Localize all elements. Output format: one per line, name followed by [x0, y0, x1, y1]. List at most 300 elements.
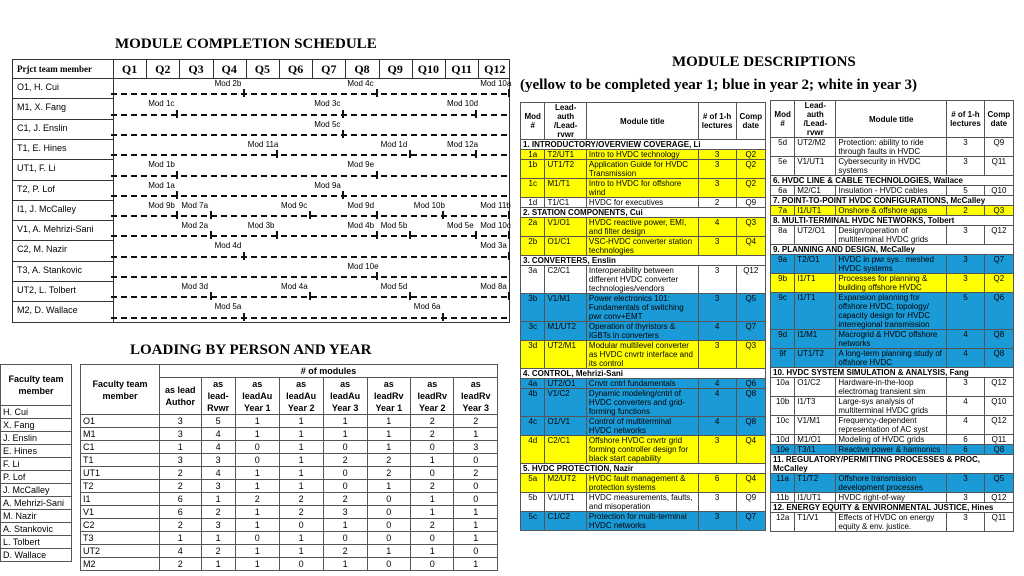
loading-value: 2 — [323, 454, 367, 467]
desc-title: Hardware-in-the-loop electromag transient sim — [836, 378, 947, 397]
desc-section-row — [771, 245, 1014, 255]
desc-row — [771, 493, 1014, 503]
loading-member: T2 — [81, 480, 160, 493]
desc-title: Offshore transmission development processes — [836, 474, 947, 493]
loading-value: 0 — [323, 532, 367, 545]
faculty-row — [1, 536, 72, 549]
desc-mod: 9c — [771, 293, 795, 330]
desc-row — [771, 349, 1014, 368]
desc-lec: 3 — [947, 157, 985, 176]
schedule-dash-line — [111, 134, 507, 136]
desc-mod: 2a — [521, 218, 545, 237]
desc-lec: 3 — [698, 341, 736, 369]
desc-row — [771, 138, 1014, 157]
loading-value: 2 — [411, 428, 454, 441]
desc-row — [771, 157, 1014, 176]
schedule-module: Mod 6a — [413, 302, 441, 312]
desc-section-row — [521, 256, 766, 266]
schedule-module: Mod 9e — [347, 160, 375, 170]
desc-lead: UT2/M1 — [545, 341, 586, 369]
desc-comp: Q8 — [736, 389, 765, 417]
desc-title: Reactive power & harmonics — [836, 445, 947, 455]
desc-title: Power electronics 101: Fundamentals of switching pwr conv+EMT — [586, 294, 698, 322]
desc-section-row — [771, 196, 1014, 206]
completion-tick — [210, 292, 212, 300]
loading-value: 2 — [454, 467, 498, 480]
schedule-module: Mod 4b — [347, 221, 375, 231]
quarter-header-q2: Q2 — [155, 62, 171, 76]
desc-row — [771, 274, 1014, 293]
faculty-row — [1, 510, 72, 523]
schedule-module: Mod 1c — [148, 99, 175, 109]
loading-row — [81, 493, 498, 506]
desc-comp: Q4 — [736, 474, 765, 493]
desc-title: HVDC reactive power, EMI, and filter design — [586, 218, 698, 237]
quarter-header-q3: Q3 — [188, 62, 204, 76]
grid-line — [146, 60, 147, 78]
desc-mod: 12a — [771, 513, 795, 532]
loading-value: 1 — [454, 532, 498, 545]
desc-comp: Q9 — [984, 138, 1013, 157]
completion-tick — [409, 231, 411, 239]
desc-section: 10. HVDC SYSTEM SIMULATION & ANALYSIS, Fang — [771, 368, 1014, 378]
loading-value: 0 — [279, 558, 323, 571]
schedule-module: Mod 3b — [247, 221, 275, 231]
schedule-member: I1, J. McCalley — [17, 203, 77, 214]
desc-lead: M2/C1 — [795, 186, 836, 196]
loading-member: UT2 — [81, 545, 160, 558]
schedule-module: Mod 4c — [347, 79, 374, 88]
desc-row — [771, 330, 1014, 349]
desc-header-comp: Comp date — [984, 101, 1013, 138]
desc-title: Dynamic modeling/cntrl of HVDC converters and grid-forming functions — [586, 389, 698, 417]
desc-title: Expansion planning for offshore HVDC, topology/ capacity design for HVDC interregional transmission — [836, 293, 947, 330]
desc-header-lec: # of 1-h lectures — [698, 103, 736, 140]
desc-lead: O1/C1 — [545, 237, 586, 256]
grid-line — [13, 180, 113, 181]
loading-row — [81, 532, 498, 545]
desc-row — [771, 186, 1014, 196]
schedule-member: C1, J. Enslin — [17, 122, 68, 133]
desc-comp: Q10 — [984, 397, 1013, 416]
desc-lead: T2/O1 — [795, 255, 836, 274]
desc-mod: 10c — [771, 416, 795, 435]
loading-value: 2 — [367, 454, 410, 467]
schedule-dash-line — [111, 154, 507, 156]
loading-value: 1 — [235, 428, 279, 441]
loading-value: 1 — [411, 545, 454, 558]
loading-member: M1 — [81, 428, 160, 441]
completion-tick — [442, 313, 444, 321]
desc-lec: 3 — [698, 179, 736, 198]
schedule-module: Mod 10d — [447, 99, 479, 109]
desc-mod: 3d — [521, 341, 545, 369]
schedule-module: Mod 3a — [480, 241, 507, 251]
desc-lead: I1/M1 — [795, 330, 836, 349]
grid-line — [13, 119, 113, 120]
desc-section: 7. POINT-TO-POINT HVDC CONFIGURATIONS, McCalley — [771, 196, 1014, 206]
loading-value: 2 — [411, 519, 454, 532]
desc-title: A long-term planning study of offshore HVDC — [836, 349, 947, 368]
schedule-module: Mod 12a — [447, 139, 479, 149]
loading-member: I1 — [81, 493, 160, 506]
loading-member: T3 — [81, 532, 160, 545]
desc-section: 2. STATION COMPONENTS, Cui — [521, 208, 766, 218]
faculty-name: D. Wallace — [1, 549, 72, 562]
loading-value: 2 — [201, 506, 235, 519]
loading-row — [81, 467, 498, 480]
desc-comp: Q7 — [736, 322, 765, 341]
loading-value: 3 — [160, 454, 202, 467]
loading-value: 1 — [279, 454, 323, 467]
loading-column-header: as leadAu Year 3 — [323, 378, 367, 415]
loading-row — [81, 454, 498, 467]
schedule-member: M1, X. Fang — [17, 102, 67, 113]
quarter-header-q4: Q4 — [221, 62, 237, 76]
loading-value: 0 — [323, 467, 367, 480]
loading-value: 2 — [323, 493, 367, 506]
desc-lead: T2/UT1 — [545, 150, 586, 160]
desc-lec: 3 — [947, 513, 985, 532]
completion-tick — [475, 110, 477, 118]
schedule-module: Mod 2b — [214, 79, 242, 88]
desc-lec: 3 — [947, 474, 985, 493]
loading-value: 0 — [235, 454, 279, 467]
desc-mod: 7a — [771, 206, 795, 216]
desc-comp: Q11 — [984, 513, 1013, 532]
desc-comp: Q11 — [984, 435, 1013, 445]
desc-title: HVDC in pwr sys.: meshed HVDC systems — [836, 255, 947, 274]
grid-line — [13, 98, 113, 99]
schedule-module: Mod 8a — [480, 282, 507, 291]
grid-line — [13, 240, 113, 241]
desc-section-row — [521, 369, 766, 379]
desc-comp: Q10 — [984, 186, 1013, 196]
loading-member: O1 — [81, 415, 160, 428]
grid-line — [113, 60, 114, 322]
loading-header-member: Faculty team member — [81, 365, 160, 415]
desc-lec: 3 — [698, 266, 736, 294]
desc-lec: 3 — [698, 237, 736, 256]
loading-value: 0 — [454, 480, 498, 493]
desc-lec: 4 — [698, 322, 736, 341]
desc-comp: Q2 — [736, 179, 765, 198]
loading-value: 1 — [454, 558, 498, 571]
loading-column-header: as leadRv Year 1 — [367, 378, 410, 415]
desc-mod: 1c — [521, 179, 545, 198]
descriptions-subtitle: (yellow to be completed year 1; blue in year 2; white in year 3) — [520, 77, 918, 93]
faculty-row — [1, 523, 72, 536]
desc-header-row — [771, 101, 1014, 138]
loading-value: 1 — [235, 558, 279, 571]
loading-value: 0 — [367, 493, 410, 506]
loading-value: 3 — [160, 428, 202, 441]
desc-mod: 10a — [771, 378, 795, 397]
desc-row — [521, 389, 766, 417]
desc-title: Onshore & offshore apps — [836, 206, 947, 216]
desc-title: Protection: ability to ride through faults in HVDC — [836, 138, 947, 157]
desc-lec: 5 — [947, 293, 985, 330]
desc-row — [771, 474, 1014, 493]
desc-title: Cnvtr cntrl fundamentals — [586, 379, 698, 389]
desc-lead: T1/C1 — [545, 198, 586, 208]
desc-lead: M1/O1 — [795, 435, 836, 445]
completion-tick — [309, 211, 311, 219]
grid-line — [13, 261, 113, 262]
loading-value: 2 — [279, 506, 323, 519]
grid-line — [13, 78, 509, 79]
schedule-module: Mod 11b — [480, 200, 511, 210]
loading-value: 3 — [160, 415, 202, 428]
schedule-module: Mod 7a — [181, 200, 209, 210]
completion-tick — [210, 211, 212, 219]
desc-section-row — [771, 503, 1014, 513]
schedule-module: Mod 5d — [380, 282, 408, 291]
loading-value: 1 — [235, 480, 279, 493]
schedule-module: Mod 9b — [148, 200, 175, 210]
schedule-dash-line — [111, 235, 507, 237]
faculty-name: A. Mehrizi-Sani — [1, 497, 72, 510]
schedule-module: Mod 10b — [413, 200, 445, 210]
desc-section: 11. REGULATORY/PERMITTING PROCESSES & PROC, McCalley — [771, 455, 1014, 474]
desc-row — [771, 397, 1014, 416]
desc-comp: Q3 — [736, 218, 765, 237]
loading-value: 1 — [367, 480, 410, 493]
desc-title: HVDC fault management & protection systems — [586, 474, 698, 493]
loading-value: 1 — [160, 532, 202, 545]
loading-value: 2 — [454, 415, 498, 428]
desc-row — [521, 294, 766, 322]
desc-comp: Q6 — [736, 379, 765, 389]
faculty-name: X. Fang — [1, 419, 72, 432]
faculty-name: M. Nazir — [1, 510, 72, 523]
loading-value: 4 — [201, 467, 235, 480]
desc-title: Offshore HVDC cnvrtr grid forming controller design for black start capability — [586, 436, 698, 464]
schedule-member: O1, H. Cui — [17, 82, 60, 92]
desc-lec: 4 — [698, 417, 736, 436]
loading-value: 4 — [201, 428, 235, 441]
loading-header-row — [81, 365, 498, 378]
desc-title: Macrogrid & HVDC offshore networks — [836, 330, 947, 349]
desc-row — [771, 445, 1014, 455]
completion-tick — [243, 313, 245, 321]
descriptions-right — [770, 100, 1014, 532]
desc-section: 8. MULTI-TERMINAL HVDC NETWORKS, Tolbert — [771, 216, 1014, 226]
desc-title: Control of multiterminal HVDC networks — [586, 417, 698, 436]
desc-lec: 4 — [947, 416, 985, 435]
desc-lead: M2/UT2 — [545, 474, 586, 493]
completion-tick — [508, 231, 510, 239]
quarter-header-q6: Q6 — [287, 62, 304, 76]
desc-mod: 5d — [771, 138, 795, 157]
desc-mod: 4a — [521, 379, 545, 389]
schedule-module: Mod 5a — [214, 302, 242, 312]
loading-value: 4 — [201, 441, 235, 454]
desc-mod: 4c — [521, 417, 545, 436]
desc-title: Modular multilevel converter as HVDC cnvrtr interface and its control — [586, 341, 698, 369]
loading-value: 1 — [279, 480, 323, 493]
desc-comp: Q8 — [984, 445, 1013, 455]
loading-value: 1 — [367, 415, 410, 428]
loading-column-header: as leadRv Year 3 — [454, 378, 498, 415]
desc-lec: 3 — [947, 138, 985, 157]
faculty-header-row — [1, 365, 72, 406]
faculty-name: H. Cui — [1, 406, 72, 419]
completion-tick — [475, 231, 477, 239]
schedule-title: MODULE COMPLETION SCHEDULE — [115, 36, 377, 52]
schedule-module: Mod 1d — [380, 139, 408, 149]
desc-comp: Q5 — [736, 294, 765, 322]
desc-section: 9. PLANNING AND DESIGN, McCalley — [771, 245, 1014, 255]
loading-value: 3 — [201, 480, 235, 493]
desc-title: Operation of thyristors & IGBTs in converters — [586, 322, 698, 341]
loading-value: 2 — [160, 519, 202, 532]
desc-row — [521, 512, 766, 531]
desc-row — [771, 226, 1014, 245]
loading-value: 2 — [160, 467, 202, 480]
loading-row — [81, 506, 498, 519]
desc-lead: V1/C2 — [545, 389, 586, 417]
desc-mod: 5c — [521, 512, 545, 531]
schedule-dash-line — [111, 195, 507, 197]
desc-section: 6. HVDC LINE & CABLE TECHNOLOGIES, Wallace — [771, 176, 1014, 186]
grid-line — [412, 60, 413, 78]
desc-lec: 3 — [698, 512, 736, 531]
loading-value: 1 — [454, 506, 498, 519]
schedule-module: Mod 5e — [447, 221, 474, 231]
schedule-module: Mod 4a — [281, 282, 308, 291]
loading-value: 6 — [160, 493, 202, 506]
faculty-name: L. Tolbert — [1, 536, 72, 549]
loading-value: 4 — [160, 545, 202, 558]
desc-mod: 9b — [771, 274, 795, 293]
desc-lead: O1/C2 — [795, 378, 836, 397]
desc-mod: 10d — [771, 435, 795, 445]
loading-column-header: as leadRv Year 2 — [411, 378, 454, 415]
loading-value: 0 — [411, 467, 454, 480]
faculty-row — [1, 432, 72, 445]
desc-comp: Q3 — [984, 206, 1013, 216]
desc-section: 5. HVDC PROTECTION, Nazir — [521, 464, 766, 474]
grid-line — [179, 60, 180, 78]
desc-row — [521, 179, 766, 198]
loading-value: 0 — [323, 480, 367, 493]
desc-title: Design/operation of multiterminal HVDC grids — [836, 226, 947, 245]
loading-value: 2 — [323, 545, 367, 558]
desc-mod: 9f — [771, 349, 795, 368]
completion-tick — [210, 231, 212, 239]
desc-mod: 6a — [771, 186, 795, 196]
loading-row — [81, 545, 498, 558]
loading-group-header: # of modules — [160, 365, 498, 378]
loading-row — [81, 480, 498, 493]
desc-lec: 6 — [698, 474, 736, 493]
desc-comp: Q9 — [736, 198, 765, 208]
completion-tick — [342, 191, 344, 199]
desc-section-row — [521, 464, 766, 474]
loading-value: 3 — [454, 441, 498, 454]
loading-value: 1 — [279, 467, 323, 480]
desc-lead: O1/V1 — [545, 417, 586, 436]
desc-lec: 3 — [947, 255, 985, 274]
desc-section-row — [771, 216, 1014, 226]
schedule-dash-line — [111, 256, 507, 258]
loading-value: 1 — [201, 558, 235, 571]
loading-value: 0 — [367, 506, 410, 519]
desc-header-lec: # of 1-h lectures — [947, 101, 985, 138]
quarter-header-q11: Q11 — [451, 62, 472, 76]
loading-value: 3 — [323, 506, 367, 519]
desc-row — [521, 379, 766, 389]
schedule-module: Mod 11a — [247, 139, 279, 149]
loading-value: 1 — [160, 441, 202, 454]
desc-title: Large-sys analysis of multiterminal HVDC grids — [836, 397, 947, 416]
desc-lead: T1/T2 — [795, 474, 836, 493]
completion-tick — [409, 150, 411, 158]
loading-value: 1 — [235, 545, 279, 558]
loading-value: 2 — [160, 480, 202, 493]
desc-lec: 4 — [698, 218, 736, 237]
quarter-header-q7: Q7 — [321, 62, 337, 76]
schedule-member: M2, D. Wallace — [17, 305, 78, 316]
grid-line — [246, 60, 247, 78]
desc-lead: T3/I1 — [795, 445, 836, 455]
desc-row — [521, 218, 766, 237]
desc-mod: 2b — [521, 237, 545, 256]
desc-lead: C2/C1 — [545, 436, 586, 464]
desc-mod: 1a — [521, 150, 545, 160]
loading-value: 0 — [367, 519, 410, 532]
loading-member: UT1 — [81, 467, 160, 480]
desc-row — [521, 160, 766, 179]
loading-value: 0 — [454, 545, 498, 558]
desc-header-title: Module title — [836, 101, 947, 138]
desc-header-mod: Mod # — [521, 103, 545, 140]
schedule-dash-line — [111, 93, 507, 95]
loading-row — [81, 415, 498, 428]
desc-mod: 4d — [521, 436, 545, 464]
schedule-module: Mod 2a — [181, 221, 209, 231]
loading-value: 0 — [323, 441, 367, 454]
desc-title: HVDC for executives — [586, 198, 698, 208]
loading-value: 0 — [411, 532, 454, 545]
faculty-row — [1, 471, 72, 484]
loading-value: 2 — [411, 480, 454, 493]
loading-column-header: as lead Author — [160, 378, 202, 415]
loading-value: 1 — [235, 506, 279, 519]
loading-value: 2 — [160, 558, 202, 571]
loading-value: 3 — [201, 454, 235, 467]
desc-row — [521, 322, 766, 341]
completion-tick — [376, 211, 378, 219]
desc-mod: 1b — [521, 160, 545, 179]
loading-value: 1 — [323, 415, 367, 428]
desc-lec: 4 — [947, 349, 985, 368]
desc-section-row — [771, 455, 1014, 474]
grid-line — [13, 281, 113, 282]
loading-value: 2 — [235, 493, 279, 506]
completion-tick — [243, 252, 245, 260]
desc-title: Application Guide for HVDC Transmission — [586, 160, 698, 179]
desc-mod: 9a — [771, 255, 795, 274]
desc-mod: 5e — [771, 157, 795, 176]
desc-mod: 5b — [521, 493, 545, 512]
completion-tick — [376, 272, 378, 280]
quarter-header-q8: Q8 — [354, 62, 370, 76]
loading-value: 0 — [367, 558, 410, 571]
loading-value: 6 — [160, 506, 202, 519]
desc-mod: 10b — [771, 397, 795, 416]
